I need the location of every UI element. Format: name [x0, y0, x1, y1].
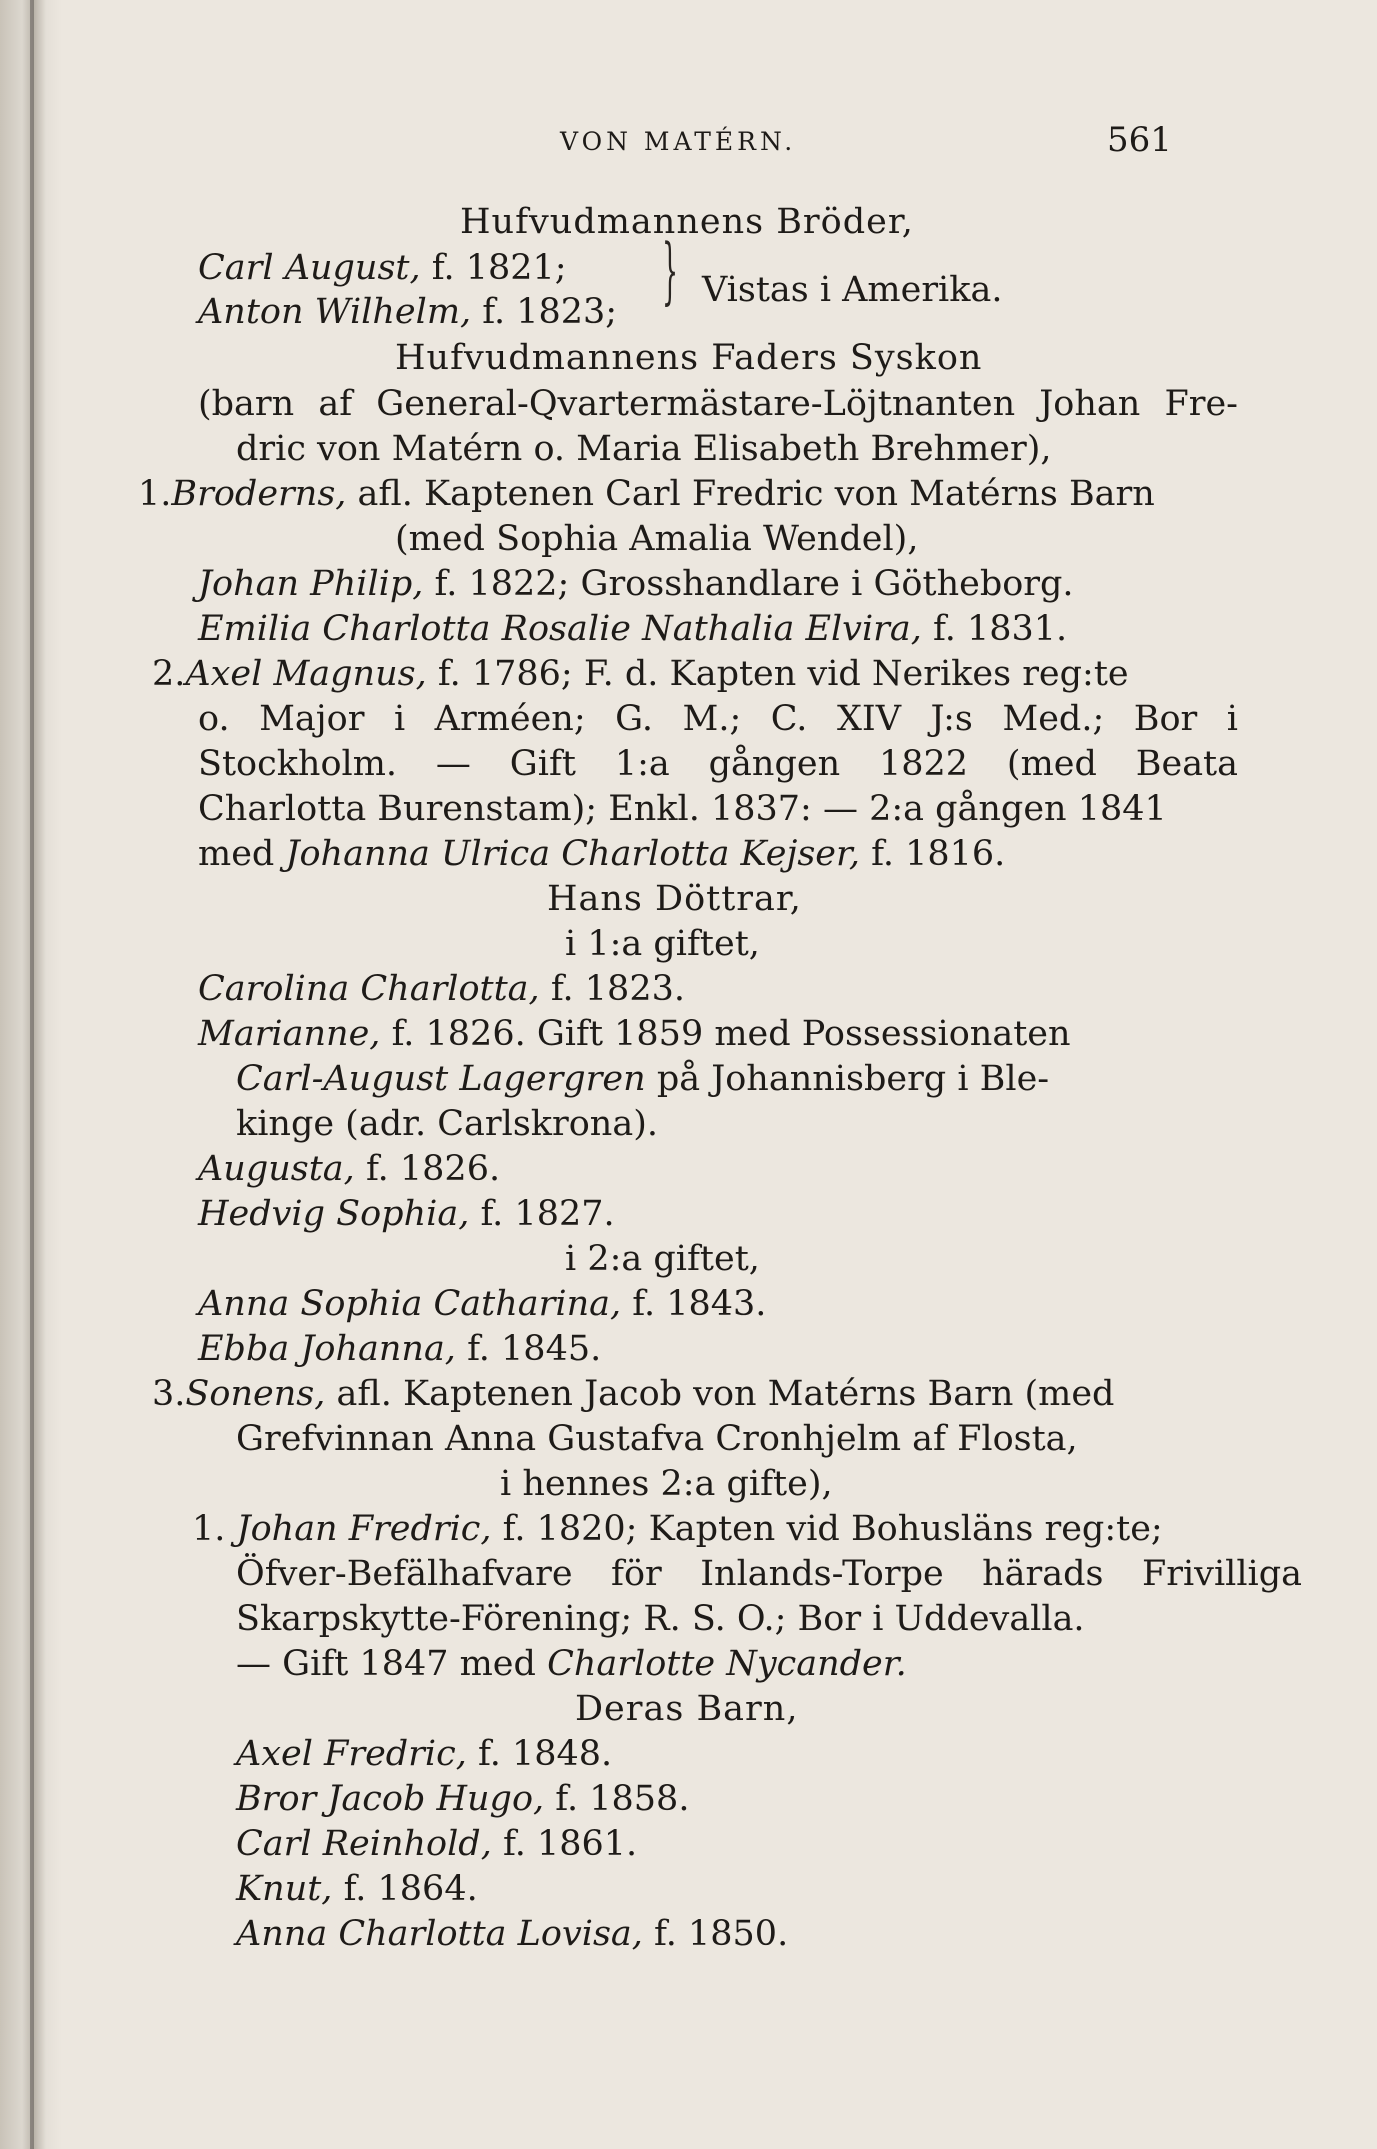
spouse-name: Johanna Ulrica Charlotta Kejser, — [285, 834, 861, 874]
child-details: f. 1848. — [477, 1734, 613, 1774]
child-details: f. 1827. — [480, 1194, 615, 1234]
child-details: f. 1826. Gift 1859 med Possessionaten — [391, 1014, 1071, 1054]
section-entry — [152, 1372, 1114, 1417]
section-text: afl. Kaptenen Jacob von Matérns Barn (med — [336, 1374, 1115, 1414]
child-name: Johan Fredric, — [236, 1509, 492, 1549]
fathers-siblings-heading: Hufvudmannens Faders Syskon — [395, 338, 983, 378]
child-name: Ebba Johanna, — [198, 1329, 456, 1369]
running-header: VON MATÉRN. — [560, 127, 797, 156]
section-number: 1. — [138, 474, 172, 514]
page-gutter-line — [30, 0, 34, 2149]
child-entry — [198, 1192, 615, 1237]
brother-name: Carl August, — [198, 248, 421, 288]
text-fragment: med — [198, 834, 275, 874]
child-details: Skarpskytte-Förening; R. S. O.; Bor i Uddevalla. — [236, 1599, 1085, 1639]
brother-entry — [198, 246, 567, 291]
brother-birth: f. 1821; — [431, 248, 567, 288]
child-details — [236, 1642, 907, 1687]
child-details: f. 1826. — [365, 1149, 501, 1189]
child-entry — [236, 1867, 478, 1912]
child-name: Anna Charlotta Lovisa, — [236, 1914, 643, 1954]
child-entry — [236, 1912, 788, 1957]
child-entry — [198, 1327, 601, 1372]
child-entry — [198, 1282, 766, 1327]
text-fragment: f. 1816. — [871, 834, 1006, 874]
page-number: 561 — [1107, 120, 1172, 160]
child-name: Emilia Charlotta Rosalie Nathalia Elvira, — [198, 609, 922, 649]
child-details: f. 1858. — [555, 1779, 690, 1819]
brothers-heading: Hufvudmannens Bröder, — [460, 202, 914, 242]
child-entry — [192, 1507, 1163, 1552]
child-name: Carl Reinhold, — [236, 1824, 492, 1864]
section-text — [198, 832, 1005, 877]
brother-name: Anton Wilhelm, — [198, 292, 472, 332]
person-name: Axel Magnus, — [185, 654, 427, 694]
text-fragment: på Johannisberg i Ble- — [656, 1059, 1050, 1099]
text-fragment: — Gift 1847 med — [236, 1644, 536, 1684]
fathers-siblings-intro: dric von Matérn o. Maria Elisabeth Brehmer), — [236, 429, 1052, 469]
spouse-name: Carl-August Lagergren — [236, 1059, 646, 1099]
section-text: Charlotta Burenstam); Enkl. 1837: — 2:a gången 1841 — [198, 789, 1167, 829]
child-entry — [198, 607, 1067, 652]
child-entry — [236, 1732, 612, 1777]
curly-brace-glyph: } — [662, 228, 679, 312]
child-name: Hedvig Sophia, — [198, 1194, 470, 1234]
section-text: o. Major i Arméen; G. M.; C. XIV J:s Med.; Bor i — [198, 699, 1238, 739]
child-details: f. 1843. — [632, 1284, 767, 1324]
section-text: Stockholm. — Gift 1:a gången 1822 (med Beata — [198, 744, 1238, 784]
section-entry — [152, 652, 1129, 697]
child-name: Bror Jacob Hugo, — [236, 1779, 545, 1819]
section-number: 2. — [152, 654, 186, 694]
section-text: i hennes 2:a gifte), — [500, 1464, 833, 1504]
child-details: f. 1850. — [654, 1914, 789, 1954]
child-details: f. 1831. — [933, 609, 1068, 649]
child-entry — [198, 1012, 1071, 1057]
child-details: f. 1861. — [502, 1824, 638, 1864]
child-entry — [198, 1147, 500, 1192]
section-text: afl. Kaptenen Carl Fredric von Matérns Barn — [357, 474, 1155, 514]
fathers-siblings-intro: (barn af General-Qvartermästare-Löjtnanten Johan Fre- — [198, 384, 1238, 424]
children-heading: Deras Barn, — [575, 1689, 799, 1729]
child-details: f. 1822; Grosshandlare i Götheborg. — [434, 564, 1074, 604]
child-details: kinge (adr. Carlskrona). — [236, 1104, 658, 1144]
section-label: Sonens, — [185, 1374, 326, 1414]
child-details — [236, 1057, 1049, 1102]
section-text: (med Sophia Amalia Wendel), — [395, 519, 919, 559]
child-details: f. 1823. — [550, 969, 685, 1009]
marriage-subheading: i 1:a giftet, — [565, 924, 760, 964]
child-entry — [198, 967, 685, 1012]
child-details: Öfver-Befälhafvare för Inlands-Torpe härads Frivilliga — [236, 1554, 1302, 1594]
section-number: 3. — [152, 1374, 186, 1414]
book-page — [80, 0, 1377, 2149]
brother-birth: f. 1823; — [482, 292, 618, 332]
child-details: f. 1845. — [467, 1329, 602, 1369]
child-name: Marianne, — [198, 1014, 381, 1054]
section-text: f. 1786; F. d. Kapten vid Nerikes reg:te — [437, 654, 1129, 694]
child-details: f. 1864. — [343, 1869, 478, 1909]
child-name: Knut, — [236, 1869, 333, 1909]
child-name: Augusta, — [198, 1149, 355, 1189]
child-details: f. 1820; Kapten vid Bohusläns reg:te; — [502, 1509, 1163, 1549]
section-entry — [138, 472, 1155, 517]
brothers-note: Vistas i Amerika. — [702, 270, 1003, 310]
section-text: Grefvinnan Anna Gustafva Cronhjelm af Flosta, — [236, 1419, 1078, 1459]
child-name: Anna Sophia Catharina, — [198, 1284, 622, 1324]
child-name: Johan Philip, — [198, 564, 424, 604]
entry-number: 1. — [192, 1509, 226, 1549]
child-entry — [236, 1777, 689, 1822]
child-name: Axel Fredric, — [236, 1734, 467, 1774]
section-label: Broderns, — [171, 474, 347, 514]
child-entry — [198, 562, 1074, 607]
brother-entry — [198, 290, 617, 335]
spouse-name: Charlotte Nycander. — [547, 1644, 907, 1684]
child-name: Carolina Charlotta, — [198, 969, 540, 1009]
daughters-heading: Hans Döttrar, — [547, 879, 802, 919]
marriage-subheading: i 2:a giftet, — [565, 1239, 760, 1279]
child-entry — [236, 1822, 637, 1867]
